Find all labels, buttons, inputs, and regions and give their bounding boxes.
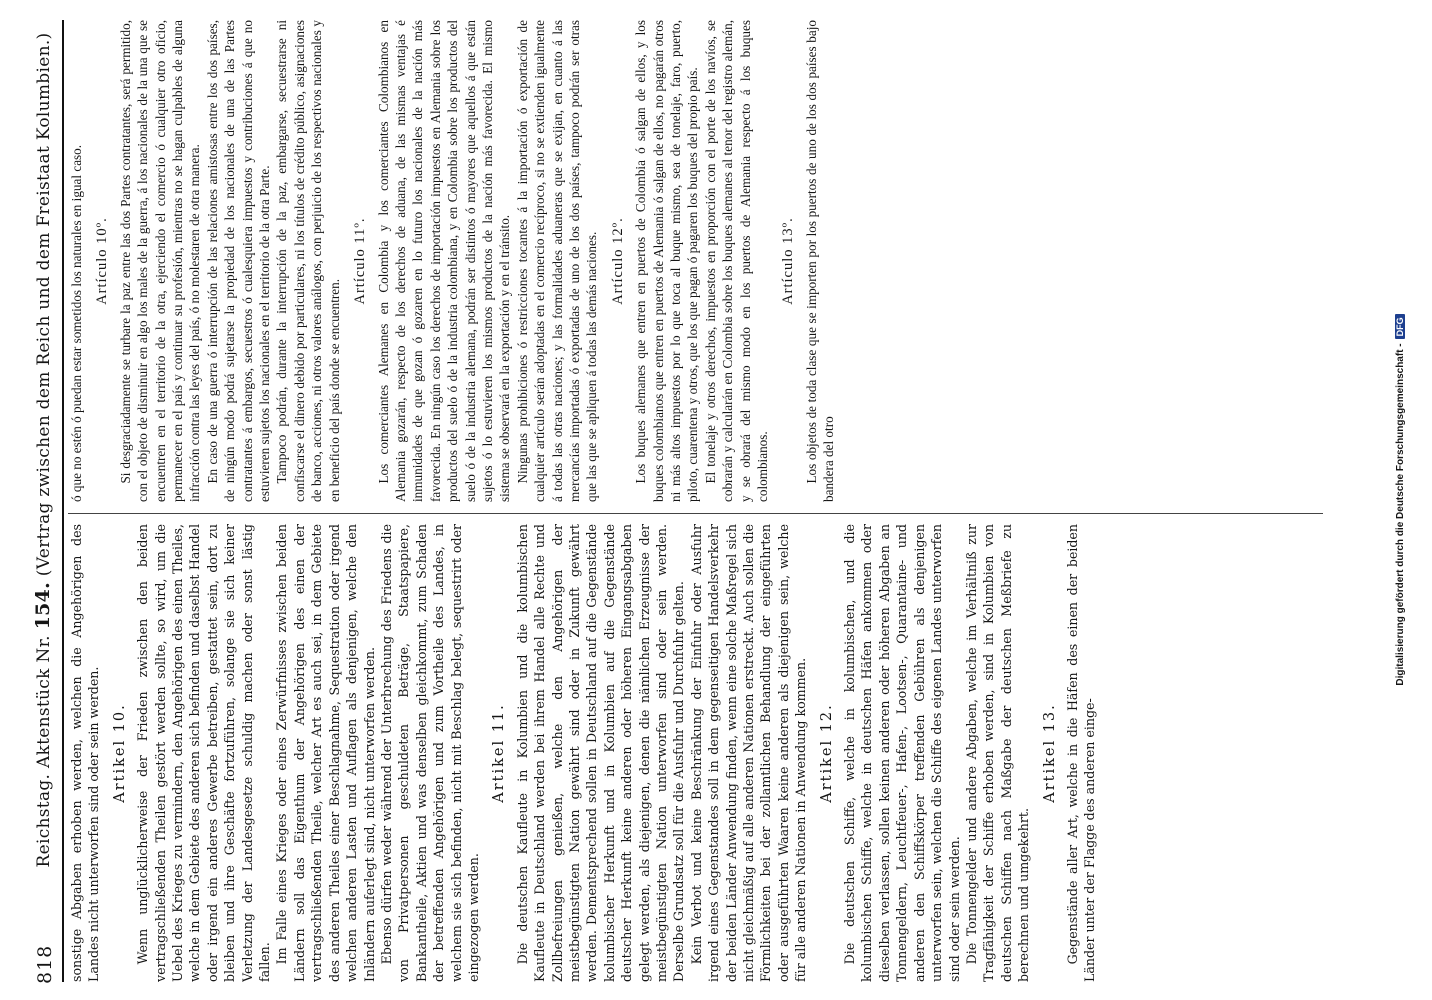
column-divider [68, 513, 1323, 514]
paragraph: Die deutschen Schiffe, welche in kolumbischen, und die kolumbischen Schiffe, welche in deutschen Häfen ankommen oder dieselben verlassen, sollen keinen anderen oder höheren Abgaben an Tonnengeldern, Leuchtfeuer-, Hafen-, Lootsen-, Quarantaine- und anderen den Schiffskörper treffenden Gebühren als denjenigen unterworfen sein, welchen die Schiffe des eigenen Landes unterworfen sind oder sein werden. [842, 524, 962, 982]
dfg-logo: DFG [1395, 314, 1405, 339]
article-heading: Artikel 12. [818, 703, 835, 803]
paragraph: Tampoco podrán, durante la interrupción de la paz, embargarse, secuestrarse ni confiscarse el dinero debido por particulares, ni los títulos de crédito público, asignaciones de banco, acciones, ni otros valores análogos, con perjuicio de los respectivos nacionales y en beneficio del país donde se encuentren. [274, 20, 342, 502]
paragraph: sonstige Abgaben erhoben werden, welchen die Angehörigen des Landes nicht unterworfen sind oder sein werden. [69, 524, 102, 982]
paragraph: Die deutschen Kaufleute in Kolumbien und die kolumbischen Kaufleute in Deutschland werden bei ihrem Handel alle Rechte und Zollbefreiungen genießen, welche den Angehörigen der meistbegünstigten Nation gewährt sind oder in Zukunft gewährt werden. Dementsprechend sollen in Deutschland auf die Gegenstände kolumbischer Herkunft und in Kolumbien auf die Gegenstände deutscher Herkunft keine anderen oder höheren Eingangsabgaben gelegt werden, als diejenigen, denen die nämlichen Erzeugnisse der meistbegünstigten Nation unterworfen sind oder sein werden. Derselbe Grundsatz soll für die Ausfuhr und Durchfuhr gelten. [514, 524, 687, 982]
paragraph: Die Tonnengelder und andere Abgaben, welche im Verhältniß zur Tragfähigkeit der Schiffe erhoben werden, sind in Kolumbien von deutschen Schiffen nach Maßgabe der deutschen Meßbriefe zu berechnen und umgekehrt. [963, 524, 1032, 982]
paragraph: Gegenstände aller Art, welche in die Häfen des einen der beiden Länder unter der Flagge des anderen einge- [1064, 524, 1098, 982]
article-heading: Artículo 11º. [352, 217, 369, 305]
article-heading: Artículo 13º. [780, 217, 797, 305]
paragraph: ó que no estén ó puedan estar sometidos los naturales en igual caso. [69, 144, 84, 502]
article-heading: Artikel 10. [111, 703, 128, 803]
paragraph: Si desgraciadamente se turbare la paz entre las dos Partes contratantes, será permitido, con el objeto de disminuir en algo los males de la guerra, á los nacionales de la una que se encuentren en el territorio de la otra, ejerciendo el comercio ó cualquier otro oficio, permanecer en el país y continuar su profesión, mientras no se hagan culpables de alguna infracción contra las leyes del país, ó no molestaren de otra manera. [117, 20, 203, 502]
paragraph: Los objetos de toda clase que se importen por los puertos de uno de los dos países bajo bandera del otro [803, 20, 837, 502]
paragraph: Los comerciantes Alemanes en Colombia y los comerciantes Colombianos en Alemania gozarán, respecto de los derechos de aduana, de las mismas ventajas é inmunidades de que gozan ó gozaren en lo futuro los nacionales de la nación más favorecida. En ningún caso los derechos de importación impuestos en Alemania sobre los productos del suelo ó de la industria colombiana, y en Colombia sobre los productos del suelo ó de la industria alemana, podrán ser distintos ó mayores que aquellos á que están sujetos ó lo estuvieren los mismos productos de la nación más favorecida. El mismo sistema se observará en la exportación y en el tránsito. [375, 20, 513, 502]
spanish-column [68, 20, 1323, 502]
paragraph: El tonelaje y otros derechos, impuestos en proporción con el porte de los navíos, se cobrarán y calcularán en Colombia sobre los buques alemanes al tenor del registro alemán, y se obrará del mismo modo en los puertos de Alemania respecto á los buques colombianos. [702, 20, 771, 502]
paragraph: En caso de una guerra ó interrupción de las relaciones amistosas entre los dos países, de ningún modo podrá sujetarse la propiedad de los nacionales de una de las Partes contratantes á embargos, secuestros ó cualesquiera impuestos y contribuciones á que no estuvieren sujetos los nacionales en el territorio de la otra Parte. [204, 20, 273, 502]
paragraph: Ningunas prohibiciones ó restricciones tocantes á la importación ó exportación de cualquier artículo serán adoptadas en el comercio recíproco, si no se extienden igualmente á todas las otras naciones; y las formalidades aduaneras que se exijan, en cuanto á las mercancías importadas ó exportadas de uno de los dos países, tampoco podrán ser otras que las que se apliquen á todas las demás naciones. [514, 20, 600, 502]
paragraph: Kein Verbot und keine Beschränkung der Einfuhr oder Ausfuhr irgend eines Gegenstandes soll in dem gegenseitigen Handelsverkehr der beiden Länder Anwendung finden, wenn eine solche Maßregel sich nicht gleichmäßig auf alle anderen Nationen erstreckt. Auch sollen die Förmlichkeiten bei der zollamtlichen Behandlung der eingeführten oder ausgeführten Waaren keine anderen als diejenigen sein, welche für alle anderen Nationen in Anwendung kommen. [688, 524, 809, 982]
page-number: 818 [34, 944, 56, 984]
watermark-text: Digitalisierung gefördert durch die Deutsche Forschungsgemeinschaft - [1395, 343, 1406, 686]
german-column [68, 524, 1323, 982]
paragraph: Ebenso dürfen weder während der Unterbrechung des Friedens die von Privatpersonen geschuldeten Beträge, Staatspapiere, Bankantheile, Aktien und was denselben gleichkommt, zum Schaden der betreffenden Angehörigen und zum Vortheile des Landes, in welchem sie sich befinden, nicht mit Beschlag belegt, sequestrirt oder eingezogen werden. [378, 524, 481, 982]
header-rule [62, 20, 64, 982]
digitization-watermark [1395, 0, 1406, 1000]
running-header [32, 20, 54, 880]
paragraph: Los buques alemanes que entren en puertos de Colombia ó salgan de ellos, y los buques colombianos que entren en puertos de Alemania ó salgan de ellos, no pagarán otros ni más altos impuestos por lo que toca al buque mismo, sea de tonelaje, faro, puerto, piloto, cuarentena y otros, que los que pagan ó pagaren los buques del propio país. [633, 20, 701, 502]
article-heading: Artículo 10º. [94, 217, 111, 305]
header-title: (Vertrag zwischen dem Reich und dem Freistaat Kolumbien.) [34, 32, 54, 577]
article-heading: Artículo 12º. [609, 217, 626, 305]
header-prefix: Reichstag. Aktenstück Nr. [34, 635, 54, 868]
article-heading: Artikel 13. [1041, 703, 1058, 803]
document-number: 154. [32, 581, 54, 630]
paragraph: Im Falle eines Krieges oder eines Zerwürfnisses zwischen beiden Ländern soll das Eigenthum der Angehörigen des einen der vertragschließenden Theile, welcher Art es auch sei, in dem Gebiete des anderen Theiles einer Beschlagnahme, Sequestration oder irgend welchen anderen Lasten und Auflagen als denjenigen, welche den Inländern auferlegt sind, nicht unterworfen werden. [274, 524, 377, 982]
article-heading: Artikel 11. [491, 703, 508, 803]
paragraph: Wenn unglücklicherweise der Frieden zwischen den beiden vertragschließenden Theilen gestört werden sollte, so wird, um die Uebel des Krieges zu vermindern, den Angehörigen des einen Theiles, welche in dem Gebiete des anderen sich befinden und daselbst Handel oder irgend ein anderes Gewerbe betreiben, gestattet sein, dort zu bleiben und ihre Geschäfte fortzuführen, solange sie sich keiner Verletzung der Landesgesetze schuldig machen oder sonst lästig fallen. [135, 524, 273, 982]
